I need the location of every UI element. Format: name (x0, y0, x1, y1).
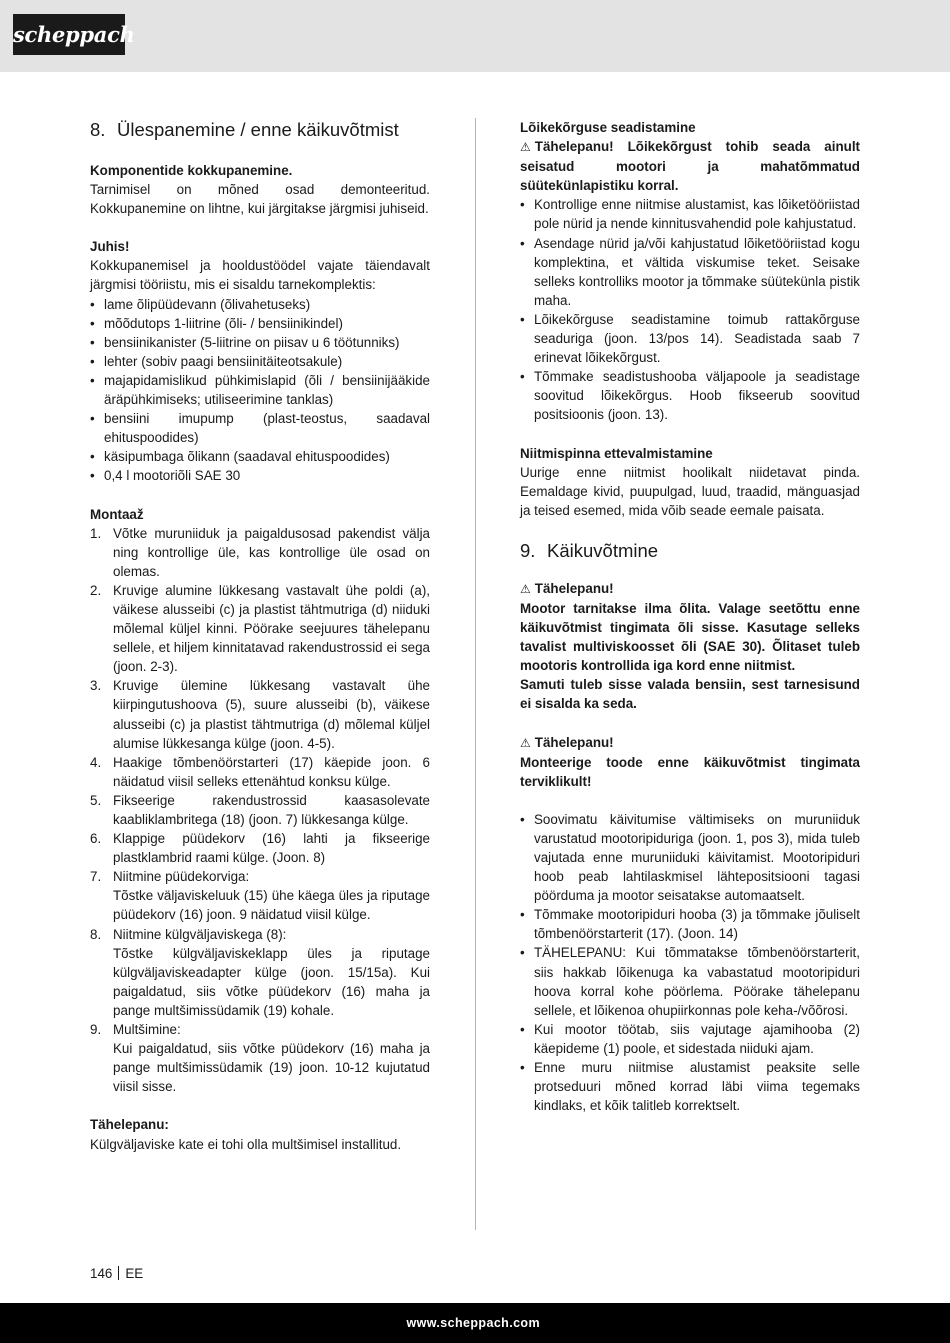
list-item: • mõõdutops 1-liitrine (õli- / bensiinikindel) (90, 314, 430, 333)
footer-bar (0, 1303, 950, 1343)
warning-icon: ⚠ (520, 735, 531, 750)
section-8-number: 8. (90, 119, 106, 140)
list-item: 9. Multšimine: Kui paigaldatud, siis võtke püüdekorv (16) maha ja pange multšimissüdamik (19) joon. 10-12 kujutatud viisil sisse. (90, 1022, 430, 1095)
page-number: 146 (90, 1266, 113, 1281)
list-item: 8. Niitmine külgväljaviskega (8): Tõstke külgväljaviskeklapp üles ja riputage külgväljaviskeadapter külge (joon. 15/15a). Kui paigaldatud, siis võtke püüdekorv (16) maha ja pange multšimissüdamik (19) kohale. (90, 926, 430, 1018)
assembly-text: Tarnimisel on mõned osad demonteeritud. Kokkupanemine on lihtne, kui järgitakse järgmisi juhiseid. (90, 182, 430, 217)
section-9-number: 9. (520, 539, 536, 561)
list-item: 4. Haakige tõmbenöörstarteri (17) käepide joon. 6 näidatud viisil selleks ettenähtud konksu külge. (90, 754, 430, 789)
left-column (90, 118, 430, 1154)
mounting-steps (90, 524, 430, 1097)
list-item: • Asendage nürid ja/või kahjustatud lõiketööriistad kogu komplektina, et vältida viskumise teket. Seisake selleks kontrolliks mootor ja tõmmake süütekünla pistik maha. (520, 234, 860, 310)
right-column (520, 118, 860, 1115)
list-item: • bensiini imupump (plast-teostus, saadaval ehituspoodides) (90, 409, 430, 447)
attention-text: Külgväljaviske kate ei tohi olla multšimisel installitud. (90, 1136, 402, 1152)
list-item: • lehter (sobiv paagi bensiinitäiteotsakule) (90, 352, 430, 371)
warning-icon: ⚠ (520, 581, 531, 596)
cutting-height-warning: ⚠ Tähelepanu! Lõikekõrgust tohib seada ainult seisatud mootori ja mahatõmmatud süütekünlapistiku korral. (520, 139, 860, 194)
list-item: • Lõikekõrguse seadistamine toimub rattakõrguse seaduriga (joon. 13/pos 14). Seadistada saab 7 erinevat lõikekõrgust. (520, 310, 860, 367)
warning-icon: ⚠ (520, 140, 531, 155)
section-8-title: Ülespanemine / enne käikuvõtmist (117, 119, 399, 140)
note-text: Kokkupanemisel ja hooldustöödel vajate täiendavalt järgmisi tööriistu, mis ei sisaldu tarnekomplektis: (90, 258, 430, 293)
list-item: • käsipumbaga õlikann (saadaval ehituspoodides) (90, 447, 430, 466)
list-item: 2. Kruvige alumine lükkesang vastavalt ühe poldi (a), väikese alusseibi (c) ja plastist tähtmutriga (d) niiduki mõlemal küljel kinni. Pöörake seejuures tähelepanu sellele, et hiljem kinnitatavad rakendustrossid ei sega (joon. 2-3). (90, 582, 430, 675)
section-9-title: Käikuvõtmine (547, 539, 659, 561)
list-item: • Soovimatu käivitumise vältimiseks on muruniiduk varustatud mootoripiduriga (joon. 1, pos 3), mida tuleb vajutada enne muruniiduki käivitamist. Mootoripiduri hoob peab lahtilaskmisel lähtepositsiooni tagasi pöörduma ja mootor seisatakse automaatselt. (520, 810, 860, 905)
warning1-heading: ⚠ Tähelepanu! (520, 579, 860, 599)
note-heading: Juhis! (90, 239, 130, 255)
list-item: • Kontrollige enne niitmise alustamist, kas lõiketööriistad pole nürid ja nende kinnitusvahendid pole kahjustatud. (520, 195, 860, 233)
list-item: • Tõmmake mootoripiduri hooba (3) ja tõmmake jõuliselt tõmbenöörstarterit (17). (Joon. 14) (520, 905, 860, 943)
section-9-heading (520, 539, 860, 563)
list-item: • Kui mootor töötab, siis vajutage ajamihooba (2) käepideme (1) poole, et sidestada niiduki ajam. (520, 1020, 860, 1058)
list-item: • 0,4 l mootoriõli SAE 30 (90, 466, 430, 485)
list-item: 5. Fikseerige rakendustrossid kaasasolevate kaabliklambritega (18) (joon. 7) lükkesanga külge. (90, 792, 430, 827)
section-8-heading (90, 118, 430, 142)
page-header (0, 0, 950, 72)
surface-prep-heading: Niitmispinna ettevalmistamine (520, 445, 713, 461)
list-item: • Enne muru niitmise alustamist peaksite selle protseduuri mõned korrad läbi viima tegemaks kindlaks, et kõik talitleb korrektselt. (520, 1058, 860, 1115)
attention-heading: Tähelepanu: (90, 1117, 169, 1133)
website-link[interactable]: www.scheppach.com (406, 1316, 540, 1330)
mounting-heading: Montaaž (90, 506, 144, 522)
cutting-height-heading: Lõikekõrguse seadistamine (520, 120, 696, 135)
list-item: • bensiinikanister (5-liitrine on piisav u 6 töötunniks) (90, 333, 430, 352)
language-code: EE (125, 1266, 144, 1281)
cutting-height-list (520, 195, 860, 424)
surface-prep-text: Uurige enne niitmist hoolikalt niidetavat pinda. Eemaldage kivid, puupulgad, luud, traadid, mänguasjad ja teised esemed, mida võib seade eemale paisata. (520, 464, 860, 518)
warning1-text2: Samuti tuleb sisse valada bensiin, sest tarnesisund ei sisalda ka seda. (520, 677, 860, 712)
list-item: 7. Niitmine püüdekorviga: Tõstke väljaviskeluuk (15) ühe käega üles ja riputage püüdekorv (16) joon. 9 näidatud viisil külge. (90, 869, 430, 923)
warning1-text: Mootor tarnitakse ilma õlita. Valage seetõttu enne käikuvõtmist tingimata õli sisse. Kasutage selleks tavalist multiviskoosset õli (SAE 30). Õlitaset tuleb mootoris kontrollida iga kord enne niitmist. (520, 600, 860, 674)
list-item: • majapidamislikud pühkimislapid (õli / bensiinijääkide äräpühkimiseks; utiliseerimine tanklas) (90, 371, 430, 409)
list-item: • TÄHELEPANU: Kui tõmmatakse tõmbenöörstarterit, siis hakkab lõikenuga ka vabastatud mootoripiduri hoova korral kohe pöörlema. Pöörake tähelepanu sellele, et lõikenoa ohupiirkonnas pole keha-/võõrosi. (520, 943, 860, 1019)
list-item: • lame õlipüüdevann (õlivahetuseks) (90, 295, 430, 314)
footer-separator (118, 1266, 119, 1280)
list-item: 6. Klappige püüdekorv (16) lahti ja fikseerige plastklambrid raami külge. (Joon. 8) (90, 831, 430, 866)
list-item: 3. Kruvige ülemine lükkesang vastavalt ühe kiirpingutushoova (5), suure alusseibi (b), väikese alusseibi (c) ja plastist tähtmutriga (d) mõlemal küljel alumise lükkesanga külge (joon. 4-5). (90, 678, 430, 751)
page-footer-info (90, 1265, 143, 1283)
column-divider (475, 118, 476, 1230)
startup-list (520, 810, 860, 1116)
assembly-heading: Komponentide kokkupanemine. (90, 163, 293, 178)
scheppach-logo: scheppach (13, 14, 125, 55)
warning2-text: Monteerige toode enne käikuvõtmist tingimata terviklikult! (520, 754, 860, 789)
list-item: • Tõmmake seadistushooba väljapoole ja seadistage soovitud lõikekõrgus. Hoob fikseerub soovitud positsioonis (joon. 13). (520, 367, 860, 424)
list-item: 1. Võtke muruniiduk ja paigaldusosad pakendist välja ning kontrollige üle, kas kontrollige üle osad on olemas. (90, 525, 430, 579)
tools-list (90, 295, 430, 486)
warning2-heading: ⚠ Tähelepanu! (520, 733, 860, 753)
